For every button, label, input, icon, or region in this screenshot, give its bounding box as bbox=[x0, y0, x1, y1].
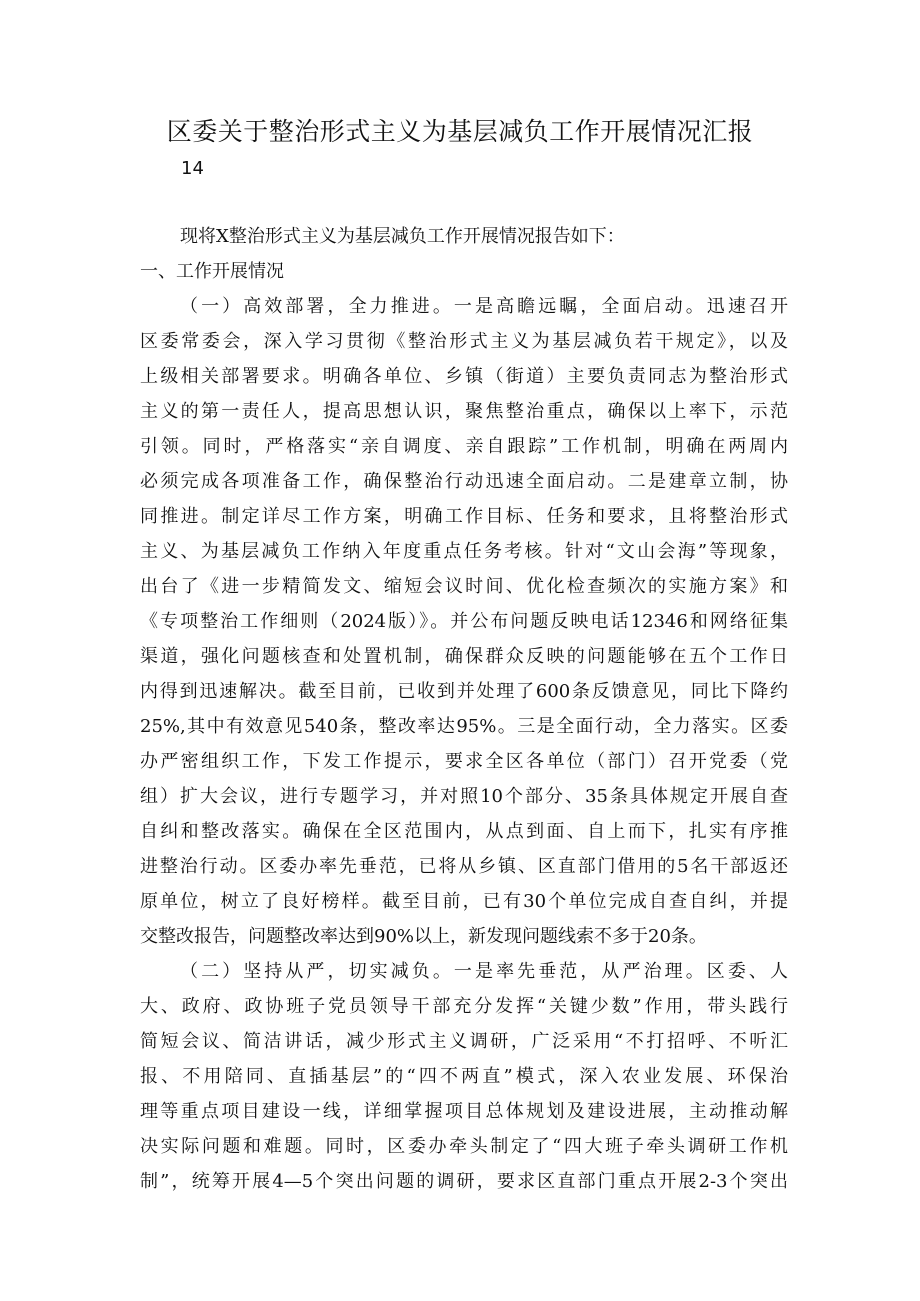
paragraph-line: 25%,其中有效意见540条，整改率达95%。三是全面行动，全力落实。区委 bbox=[140, 716, 788, 737]
document-title: 区委关于整治形式主义为基层减负工作开展情况汇报 bbox=[166, 117, 754, 146]
paragraph-line: 必须完成各项准备工作，确保整治行动迅速全面启动。二是建章立制，协 bbox=[140, 471, 788, 492]
paragraph-line: 理等重点项目建设一线，详细掌握项目总体规划及建设进展，主动推动解 bbox=[140, 1101, 788, 1122]
paragraph-line: 上级相关部署要求。明确各单位、乡镇（街道）主要负责同志为整治形式 bbox=[140, 366, 788, 387]
paragraph-line: 决实际问题和难题。同时，区委办牵头制定了“四大班子牵头调研工作机 bbox=[140, 1136, 788, 1157]
document-body bbox=[140, 219, 788, 1199]
paragraph-line: 组）扩大会议，进行专题学习，并对照10个部分、35条具体规定开展自查 bbox=[140, 786, 788, 807]
intro-line: 现将X整治形式主义为基层减负工作开展情况报告如下： bbox=[180, 226, 625, 247]
paragraph-line: 大、政府、政协班子党员领导干部充分发挥“关键少数”作用，带头践行 bbox=[140, 996, 788, 1017]
paragraph-line: 制”，统筹开展4—5个突出问题的调研，要求区直部门重点开展2-3个突出 bbox=[140, 1171, 788, 1192]
paragraph-line: 办严密组织工作，下发工作提示，要求全区各单位（部门）召开党委（党 bbox=[140, 751, 788, 772]
paragraph-line: 交整改报告，问题整改率达到90%以上，新发现问题线索不多于20条。 bbox=[140, 926, 707, 947]
paragraph-line: 出台了《进一步精简发文、缩短会议时间、优化检查频次的实施方案》和 bbox=[140, 576, 788, 597]
document-subtitle: 14 bbox=[181, 158, 204, 179]
paragraph-line: 同推进。制定详尽工作方案，明确工作目标、任务和要求，且将整治形式 bbox=[140, 506, 788, 527]
paragraph-line: （一）高效部署，全力推进。一是高瞻远瞩，全面启动。迅速召开 bbox=[180, 296, 788, 317]
paragraph-line: 进整治行动。区委办率先垂范，已将从乡镇、区直部门借用的5名干部返还 bbox=[140, 856, 788, 877]
paragraph-line: 引领。同时，严格落实“亲自调度、亲自跟踪”工作机制，明确在两周内 bbox=[140, 436, 788, 457]
paragraph-line: 主义的第一责任人，提高思想认识，聚焦整治重点，确保以上率下，示范 bbox=[140, 401, 788, 422]
paragraph-line: 内得到迅速解决。截至目前，已收到并处理了600条反馈意见，同比下降约 bbox=[140, 681, 788, 702]
paragraph-line: 主义、为基层减负工作纳入年度重点任务考核。针对“文山会海”等现象， bbox=[140, 541, 788, 562]
section-heading: 一、工作开展情况 bbox=[140, 261, 284, 282]
paragraph-line: 原单位，树立了良好榜样。截至目前，已有30个单位完成自查自纠，并提 bbox=[140, 891, 788, 912]
paragraph-line: 报、不用陪同、直插基层”的“四不两直”模式，深入农业发展、环保治 bbox=[140, 1066, 788, 1087]
paragraph-line: 自纠和整改落实。确保在全区范围内，从点到面、自上而下，扎实有序推 bbox=[140, 821, 788, 842]
paragraph-line: 区委常委会，深入学习贯彻《整治形式主义为基层减负若干规定》，以及 bbox=[140, 331, 788, 352]
paragraph-line: 《专项整治工作细则（2024版）》。并公布问题反映电话12346和网络征集 bbox=[140, 611, 788, 632]
paragraph-line: （二）坚持从严，切实减负。一是率先垂范，从严治理。区委、人 bbox=[180, 961, 788, 982]
paragraph-line: 渠道，强化问题核查和处置机制，确保群众反映的问题能够在五个工作日 bbox=[140, 646, 788, 667]
paragraph-line: 简短会议、简洁讲话，减少形式主义调研，广泛采用“不打招呼、不听汇 bbox=[140, 1031, 788, 1052]
